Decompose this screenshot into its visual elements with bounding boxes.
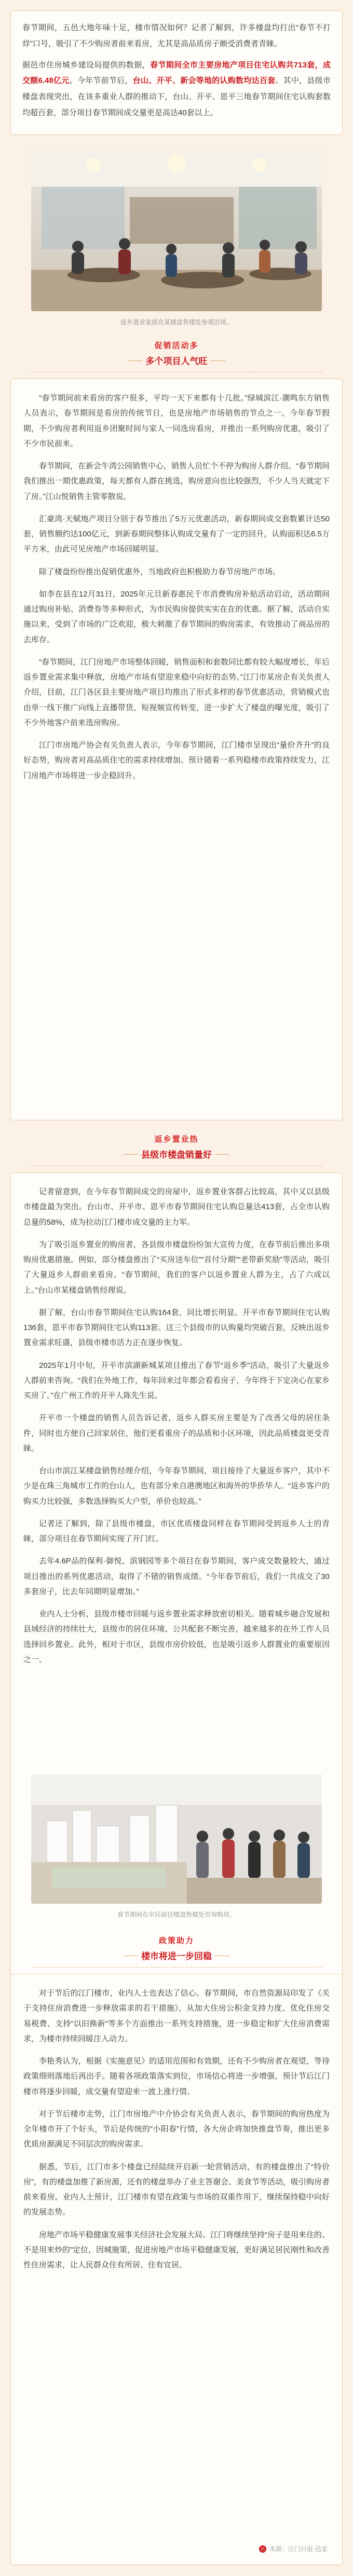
section-kicker: 政策助力 (158, 1936, 194, 1945)
body-paragraph: 开平市一个楼盘的销售人员告诉记者，返乡人群买房主要是为了改善父母的居住条件，同时也方便自己回家居住，他们更看重房子的品质和小区环境，因此品质楼盘更受青睐。 (23, 1414, 330, 1453)
body-paragraph: 业内人士分析，县级市楼市回暖与返乡置业需求释放密切相关。随着城乡融合发展和县域经济的持续壮大，县级市的居住环境、公共配套不断完善，越来越多的在外工作人员选择回乡置业。此外，相对于市区，县级市房价较低，也是吸引返乡人群置业的重要原因之一。 (23, 1610, 330, 1664)
section-promotions-card (10, 379, 343, 1120)
section-divider (31, 1967, 322, 1968)
section-kicker: 促销活动多 (154, 341, 199, 350)
body-paragraph: 如李在县在12月31日，2025年元旦新春惠民千市消费购房补贴活动启动，活动期间通过购房补贴、消费券等多种形式，为市民购房提供实实在在的优惠。据了解，活动自实施以来，受到了市场的广泛欢迎，极大刺激了春节期间的购房需求，有效推动了商品房的去库存。 (23, 589, 330, 644)
section-title: 县级市楼盘销量好 (138, 1147, 215, 1160)
highlight-stat: 台山、开平、新会等地的认购数均达百套 (132, 76, 276, 86)
section-policy-card (10, 1974, 343, 2565)
body-paragraph: 汇豪湾·天赋地产项目分别于春节推出了5万元优惠活动，新春期间成交套数累计达50套，销售额约达100亿元，到新春期间整体认购成交量有了一定的回升，认购面积达6.5万平方米，由此可见房地产市场回暖明显。 (23, 514, 330, 554)
body-paragraph: 李艳秀认为，根据《实施意见》的适用范围和有效期，还有不少购房者在观望，等待政策细则落地后再出手。随着各项政策落实到位，市场信心将进一步增强，预计节后江门楼市将逐步回暖，成交量有望迎来一波上涨行情。 (23, 2057, 330, 2096)
body-paragraph: 为了吸引返乡置业的购房者，各县级市楼盘纷纷加大宣传力度，在春节前后推出多项购房优惠措施。例如，部分楼盘推出了“买房送车位”“首付分期”“老带新奖励”等活动，吸引了大量返乡人群前来看房。“春节期间，我们的客户以返乡置业人群为主，占了六成以上。”台山市某楼盘销售经理说。 (23, 1240, 330, 1295)
body-paragraph: “春节期间，江门房地产市场整体回暖，销售面积和套数同比都有较大幅度增长，年后返乡置业需求集中释放，房地产市场有望迎来稳中向好的态势。”江门市某房企有关负责人介绍，目前，江门各区县主要房地产项目均推出了形式多样的春节优惠活动，营销模式也由单一线下推广向线上直播带货、短视频宣传转变，进一步扩大了楼盘的曝光度，吸引了不少外地客户前来选房购房。 (23, 657, 330, 727)
section-kicker: 返乡置业热 (154, 1135, 199, 1144)
logo-icon: 邑 (259, 2545, 266, 2553)
intro-card (10, 10, 343, 135)
intro-paragraph: 春节期间，五邑大地年味十足，楼市情况如何？记者了解到，许多楼盘均打出“春节不打烊”口号，吸引了不少购房者前来看房，尤其是高品质房子颇受消费者青睐。 (22, 23, 331, 48)
intro-paragraph-highlight: 据邑市住房城乡建设局提供的数据，春节期间全市主要房地产项目住宅认购共713套，成交额6.48亿元。今年节前节后，台山、开平、新会等地的认购数均达百套。其中，县级市楼盘表现突出，在该多重业人群的推动下，台山、开平、恩平三地春节期间住宅认购套数均超百套，部分项目春节期间成交量更是高达40套以上。 (22, 60, 331, 117)
body-paragraph: 房地产市场平稳健康发展事关经济社会发展大局。江门将继续坚持“房子是用来住的、不是用来炒的”定位，因城施策，促进房地产市场平稳健康发展，更好满足居民刚性和改善性住房需求，让人民群众住有所居、住有宜居。 (23, 2230, 330, 2269)
section-header-policy (0, 1935, 353, 1968)
section-header-promotions (0, 340, 353, 372)
source-text: 来源：江门日报·邑家 (269, 2545, 328, 2553)
sandtable-photo (31, 1774, 322, 1904)
body-paragraph: 除了楼盘纷纷推出促销优惠外，当地政府也积极助力春节房地产市场。 (39, 567, 281, 576)
sales-office-photo (31, 150, 322, 311)
body-paragraph: 据悉，节后，江门市多个楼盘已经陆续开启新一轮营销活动，有的楼盘推出了“特价房”，有的楼盘加推了新房源，还有的楼盘举办了业主答谢会、美食节等活动，吸引购房者前来看房。业内人士预计，江门楼市有望在政策与市场的双重作用下，继续保持稳中向好的发展态势。 (23, 2162, 330, 2217)
body-paragraph: 对于节后的江门楼市，业内人士也表达了信心。春节期间，市自然资源局印发了《关于支持住房消费进一步释放需求的若干措施》，从加大住房公积金支持力度、优化住房交易税费、支持“以旧换新”等多个方面推出一系列支持措施，进一步稳定和扩大住房消费需求，为楼市持续回暖注入动力。 (23, 1989, 330, 2043)
body-paragraph: “春节期间前来看房的客户很多，平均一天下来都有十几批。”绿城滨江·潮鸣东方销售人员表示，春节期间是看房的传统节日，也是房地产市场销售的节点之一。今年春节假期，不少购房者利用返乡团聚时间与家人一同选房看房，并推出一系列购房优惠，吸引了不少市民前来。 (23, 394, 330, 448)
body-paragraph: 记者还了解到，除了县级市楼盘，市区优质楼盘同样在春节期间受到返乡人士的青睐，部分项目在春节期间实现了开门红。 (23, 1519, 330, 1543)
photo-caption: 返乡置业家庭在某楼盘售楼处参观洽谈。 (120, 318, 233, 326)
section-title: 多个项目人气旺 (143, 354, 211, 367)
body-paragraph: 2025年1月中旬，开平市滨湖新城某项目推出了春节“返乡季”活动，吸引了大量返乡人群前来咨询。“我们在外地工作，每年回来过年都会看看房子，今年终于下定决心在家乡买房了。”在广州工作的开平人陈先生说。 (23, 1361, 330, 1400)
section-title: 楼市将进一步回稳 (138, 1949, 215, 1962)
source-credit (259, 2544, 328, 2553)
section-header-county-sales (0, 1133, 353, 1166)
body-paragraph: 据了解，台山市春节期间住宅认购164套，同比增长明显。开平市春节期间住宅认购136套，恩平市春节期间住宅认购113套。这三个县级市的认购量均突破百套，反映出返乡置业需求旺盛，县级市楼市活力正在逐步恢复。 (23, 1308, 330, 1348)
photo-caption: 春节期间在市民前往楼盘售楼处咨询购房。 (117, 1911, 236, 1918)
body-paragraph: 对于节后楼市走势，江门市房地产中介协会有关负责人表示，春节期间的购房热度为全年楼市开了个好头，节后是传统的“小阳春”行情，各大房企将加快推盘节奏，推出更多优质房源满足不同层次的购房需求。 (23, 2109, 330, 2149)
highlight-stat: 春节期间全市主要房地产项目住宅认购共713套，成交额6.48亿元 (22, 60, 331, 86)
body-paragraph: 台山市滨江某楼盘销售经理介绍，今年春节期间，项目接待了大量返乡客户，其中不少是在珠三角城市工作的台山人，也有部分来自港澳地区和海外的华侨华人。“返乡客户的购买力比较强，多数选择购买大户型，单价也较高。” (23, 1466, 330, 1506)
body-paragraph: 江门市房地产协会有关负责人表示，今年春节期间，江门楼市呈现出“量价齐升”的良好态势，购房者对高品质住宅的需求持续增加。预计随着一系列稳楼市政策持续发力，江门房地产市场将进一步企稳回升。 (23, 741, 330, 780)
body-paragraph: 春节期间，在新会牛湾公园销售中心，销售人员忙个不停为购房人群介绍。“春节期间我们推出一期优惠政策，每天都有人群在挑选，购房意向也比较强烈，不少人当天就定下了房。”江山悦销售主管零散说。 (23, 462, 330, 501)
body-paragraph: 去年4.6P品的保利·御悦、滨钢园等多个项目在春节期间，客户成交数量较大，通过项目推出的系列优惠活动，取得了不错的销售成绩。“今年春节前后，我们一共成交了30多套房子，比去年同期明显增加。” (23, 1557, 330, 1596)
body-paragraph: 记者留意到，在今年春节期间成交的房屋中，返乡置业客群占比较高，其中又以县级市楼盘最为突出。台山市、开平市、恩平市春节期间住宅认购总量达413套，占全市认购总量的58%，成为拉动江门楼市成交量的主力军。 (23, 1187, 330, 1227)
